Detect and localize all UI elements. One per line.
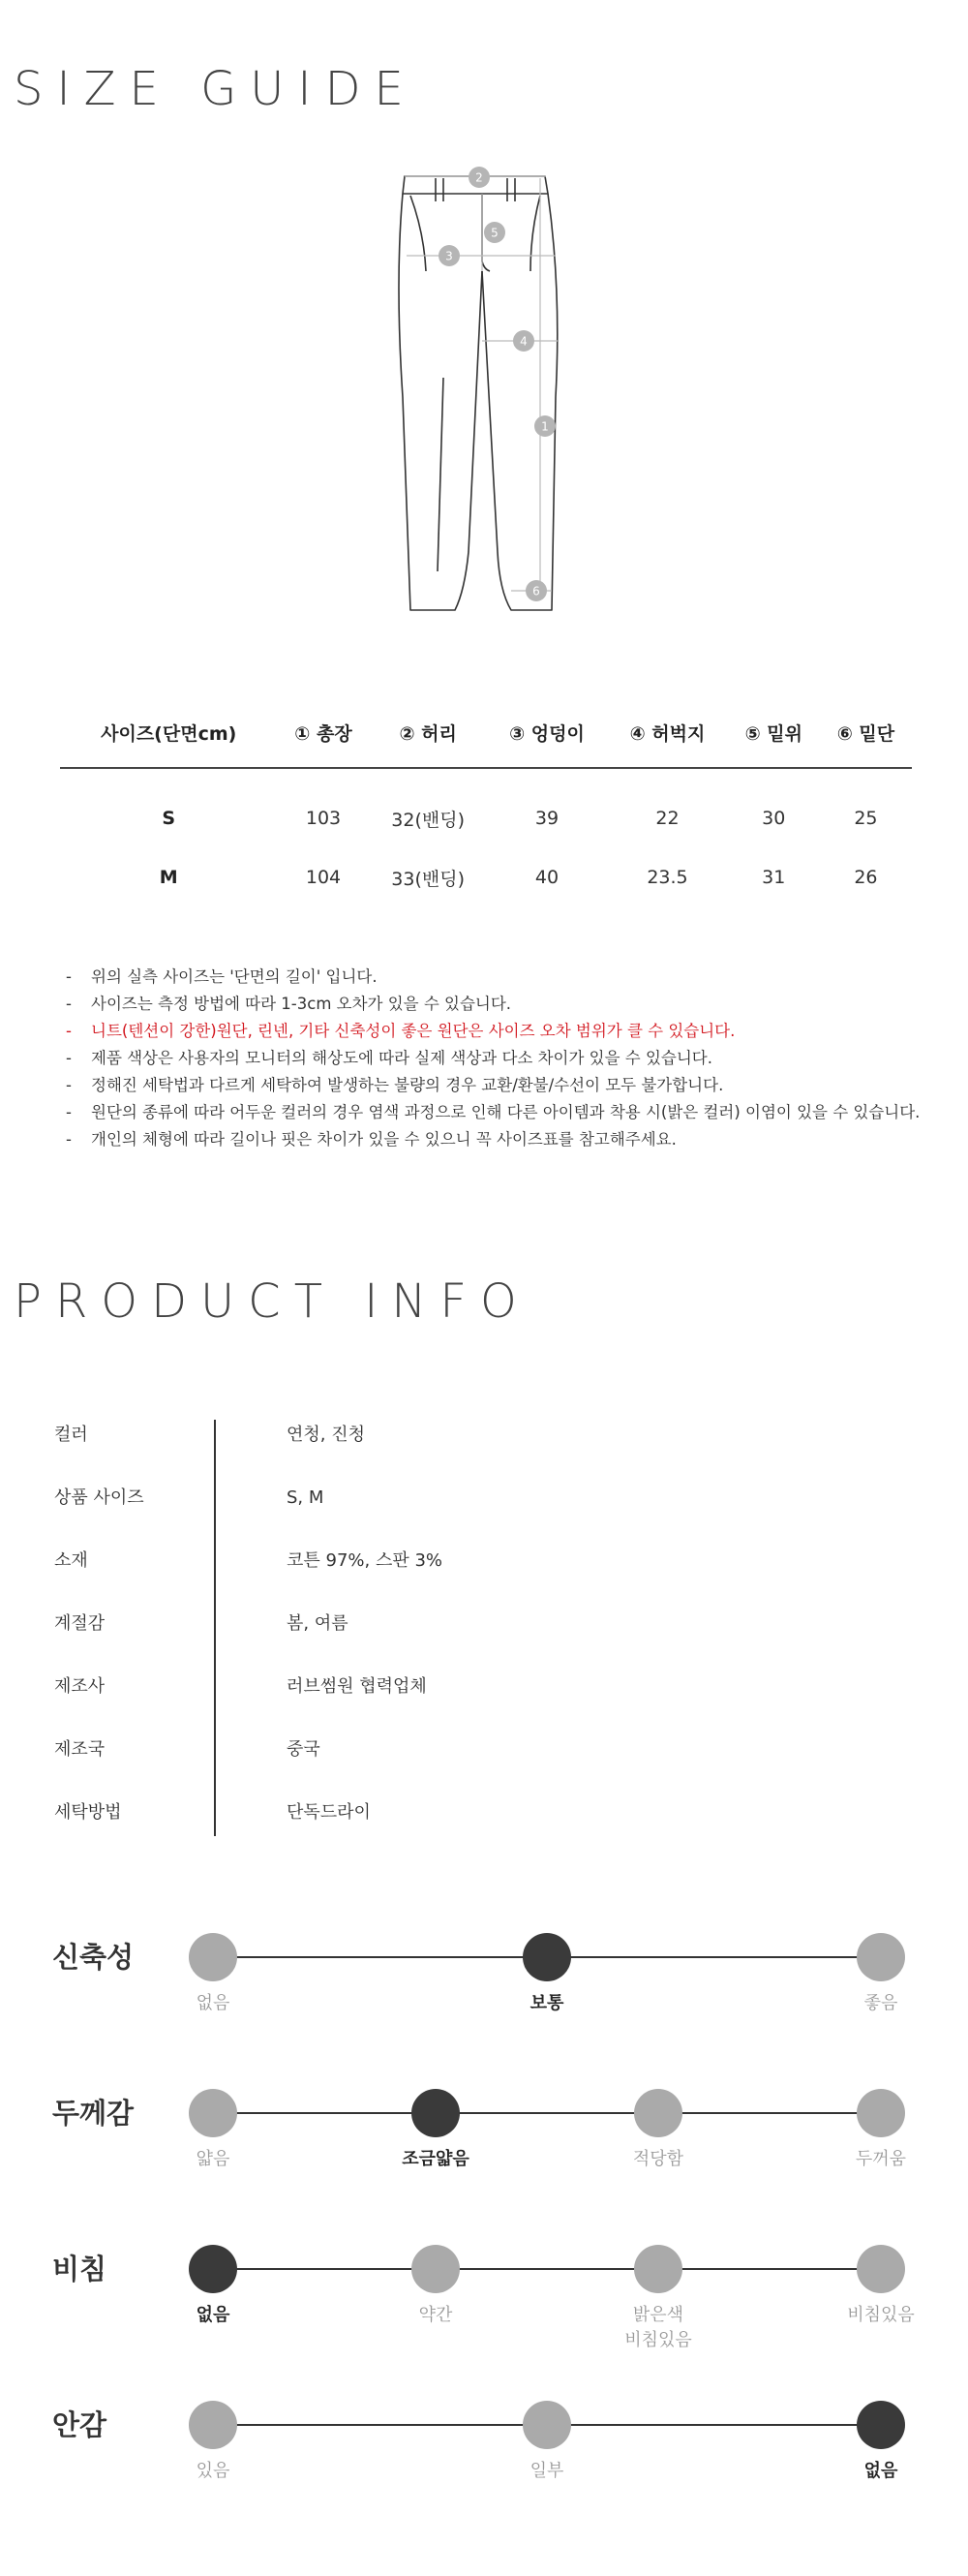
info-label: 제조사: [54, 1676, 106, 1697]
size-notes-list: [66, 964, 937, 1153]
scale-label: 비침: [52, 2253, 107, 2285]
scale-option-label: 일부: [529, 2461, 564, 2481]
product-info-values: [287, 1416, 442, 1856]
table-cell: 30: [762, 808, 786, 829]
scale-option-label: 조금얇음: [402, 2149, 469, 2169]
marker-1-label: 1: [541, 419, 549, 434]
header-rise: ⑤ 밑위: [728, 697, 820, 768]
note-text: 개인의 체형에 따라 길이나 핏은 차이가 있을 수 있으니 꼭 사이즈표를 참고해주세요.: [91, 1130, 677, 1149]
scale-dot: [189, 2401, 237, 2449]
note-item: [66, 1099, 937, 1126]
scale-dot-selected: [523, 1933, 571, 1981]
scale-label: 안감: [52, 2408, 107, 2441]
scale-label: 신축성: [52, 1941, 135, 1974]
product-info-title: PRODUCT INFO: [14, 1274, 530, 1329]
note-text: 사이즈는 측정 방법에 따라 1-3cm 오차가 있을 수 있습니다.: [91, 995, 512, 1013]
note-item: [66, 1045, 937, 1072]
note-text: 위의 실측 사이즈는 '단면의 길이' 입니다.: [91, 967, 378, 986]
header-waist: ② 허리: [370, 697, 487, 768]
table-cell: 39: [534, 808, 560, 829]
table-cell: 22: [655, 808, 680, 829]
scale-dot: [857, 2245, 905, 2293]
header-hip: ③ 엉덩이: [487, 697, 607, 768]
scale-option-label: 없음: [196, 1993, 230, 2013]
scale-dot: [411, 2245, 460, 2293]
scale-dot-selected: [857, 2401, 905, 2449]
scale-dot: [189, 1933, 237, 1981]
scale-option-label: 비침있음: [847, 2305, 915, 2325]
header-size: 사이즈(단면cm): [60, 697, 277, 768]
note-item: [66, 964, 937, 991]
scale-track: [213, 2268, 881, 2270]
product-info-labels: [54, 1416, 144, 1856]
marker-2-label: 2: [475, 170, 483, 185]
scale-dot: [857, 1933, 905, 1981]
table-cell: 25: [854, 808, 878, 829]
scale-option-label: 밝은색 비침있음: [624, 2305, 692, 2350]
scale-dot: [523, 2401, 571, 2449]
note-text: 제품 색상은 사용자의 모니터의 해상도에 따라 실제 색상과 다소 차이가 있을 수 있습니다.: [91, 1049, 712, 1067]
scale-dot-selected: [189, 2245, 237, 2293]
marker-5-label: 5: [491, 226, 499, 240]
note-dash: -: [66, 1103, 72, 1121]
info-value: S, M: [287, 1487, 324, 1508]
marker-3-label: 3: [445, 249, 453, 263]
note-dash: -: [66, 1130, 72, 1149]
marker-4-label: 4: [520, 334, 528, 349]
marker-6-label: 6: [532, 584, 540, 598]
info-label: 상품 사이즈: [54, 1487, 144, 1508]
scale-lining: [0, 2401, 968, 2527]
scale-option-label: 없음: [863, 2461, 898, 2481]
info-divider: [214, 1420, 216, 1836]
info-value: 단독드라이: [287, 1802, 371, 1823]
table-cell: 103: [305, 808, 342, 829]
info-label: 제조국: [54, 1739, 106, 1760]
scale-label: 두께감: [52, 2097, 135, 2130]
table-cell: 104: [305, 867, 342, 888]
table-cell: 26: [854, 867, 878, 888]
scale-option-label: 없음: [196, 2305, 230, 2325]
note-item-warning: [66, 1018, 937, 1045]
note-item: [66, 991, 937, 1018]
scale-dot: [634, 2089, 682, 2137]
info-value: 봄, 여름: [287, 1613, 348, 1634]
note-dash: -: [66, 1049, 72, 1067]
pants-size-diagram: [385, 165, 579, 620]
scale-option-label: 좋음: [863, 1993, 898, 2013]
table-cell: 33(밴딩): [391, 868, 465, 890]
info-value: 러브썸원 협력업체: [287, 1676, 427, 1697]
table-cell: 31: [762, 867, 786, 888]
note-item: [66, 1072, 937, 1099]
info-value: 코튼 97%, 스판 3%: [287, 1550, 443, 1571]
scale-dot: [857, 2089, 905, 2137]
table-cell: 32(밴딩): [391, 809, 465, 831]
note-dash: -: [66, 967, 72, 986]
header-thigh: ④ 허벅지: [607, 697, 727, 768]
note-dash: -: [66, 1076, 72, 1094]
info-value: 연청, 진청: [287, 1425, 365, 1445]
header-hem: ⑥ 밑단: [820, 697, 912, 768]
table-row: [60, 768, 912, 848]
note-dash: -: [66, 1022, 72, 1040]
size-guide-title: SIZE GUIDE: [14, 62, 417, 116]
scale-thickness: [0, 2089, 968, 2215]
table-cell: M: [159, 867, 178, 888]
scale-dot-selected: [411, 2089, 460, 2137]
scale-stretch: [0, 1933, 968, 2059]
scale-track: [213, 2112, 881, 2114]
note-text: 니트(텐션이 강한)원단, 린넨, 기타 신축성이 좋은 원단은 사이즈 오차 범위가 클 수 있습니다.: [91, 1022, 736, 1040]
table-row: [60, 848, 912, 906]
table-cell: 40: [534, 867, 560, 888]
scale-sheerness: [0, 2245, 968, 2371]
note-item: [66, 1126, 937, 1153]
info-value: 중국: [287, 1739, 320, 1760]
info-label: 계절감: [54, 1613, 106, 1634]
info-label: 소재: [54, 1550, 88, 1571]
scale-option-label: 얇음: [196, 2149, 230, 2169]
scale-option-label: 있음: [196, 2461, 230, 2481]
size-table: [60, 697, 912, 906]
table-cell: 23.5: [647, 867, 688, 888]
info-label: 세탁방법: [54, 1802, 122, 1823]
size-table-header-row: [60, 697, 912, 768]
note-text: 정해진 세탁법과 다르게 세탁하여 발생하는 불량의 경우 교환/환불/수선이 모두 불가합니다.: [91, 1076, 724, 1094]
scale-dot: [634, 2245, 682, 2293]
scale-dot: [189, 2089, 237, 2137]
info-label: 컬러: [54, 1425, 88, 1445]
scale-option-label: 두꺼움: [855, 2149, 907, 2169]
header-total-length: ① 총장: [277, 697, 369, 768]
table-cell: S: [162, 808, 176, 829]
note-text: 원단의 종류에 따라 어두운 컬러의 경우 염색 과정으로 인해 다른 아이템과 착용 시(밝은 컬러) 이염이 있을 수 있습니다.: [91, 1103, 921, 1121]
scale-option-label: 보통: [529, 1993, 564, 2013]
note-dash: -: [66, 995, 72, 1013]
scale-option-label: 적당함: [632, 2149, 684, 2169]
scale-option-label: 약간: [418, 2305, 453, 2325]
